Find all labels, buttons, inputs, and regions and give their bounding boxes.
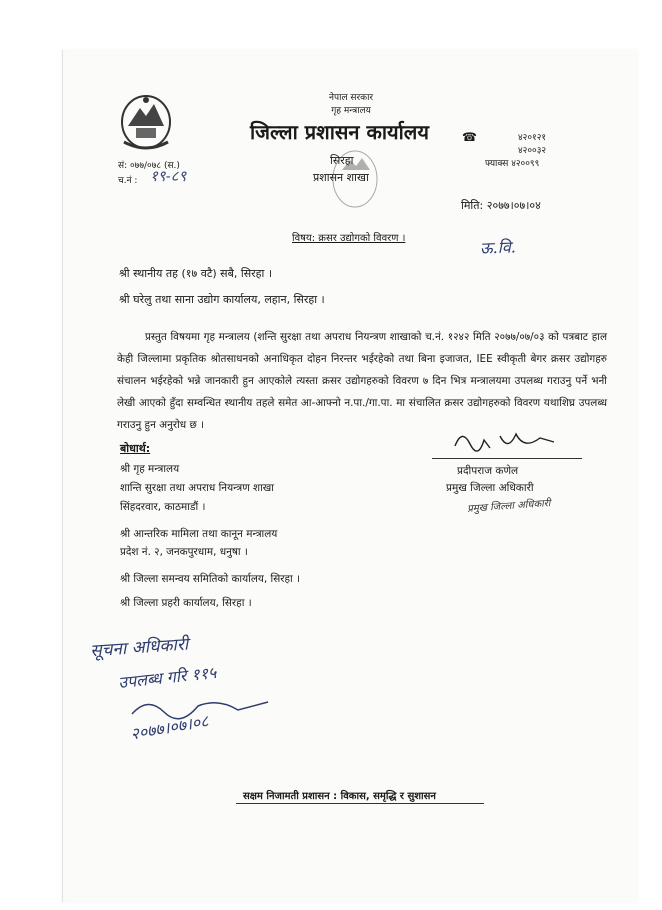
footer-motto: सक्षम निजामती प्रशासन : विकास, समृद्धि र सुशासन <box>243 791 436 802</box>
signature-line <box>432 458 582 459</box>
letter-date: मिति: २०७७।०७।०४ <box>461 199 541 212</box>
addressee-2: श्री घरेलु तथा साना उद्योग कार्यालय, लहान, सिरहा । <box>119 293 325 306</box>
branch-name: प्रशासन शाखा <box>313 171 369 184</box>
ministry-name: गृह मन्त्रालय <box>331 106 371 116</box>
office-seal-stamp <box>330 148 380 210</box>
info-line-4: श्री आन्तरिक मामिला तथा कानून मन्त्रालय <box>120 528 278 540</box>
patra-sankhya: सं: ०७७/०७८ (स.) <box>118 161 180 171</box>
signatory-title: प्रमुख जिल्ला अधिकारी <box>446 482 534 494</box>
info-line-3: सिंहदरवार, काठमाडौं । <box>120 501 206 513</box>
chalani-label: च.नं : <box>118 176 138 186</box>
handwritten-note-2: उपलब्ध गरि ११५ <box>117 662 218 693</box>
nepal-government-emblem <box>118 92 174 154</box>
info-line-6: श्री जिल्ला समन्वय समितिको कार्यालय, सिरहा । <box>120 573 300 585</box>
government-name: नेपाल सरकार <box>329 93 374 103</box>
info-line-5: प्रदेश नं. २, जनकपुरधाम, धनुषा । <box>120 546 248 558</box>
signatory-name: प्रदीपराज कणेल <box>457 465 519 477</box>
district-name: सिरहा <box>330 154 354 167</box>
handwritten-note-1: सूचना अधिकारी <box>89 634 189 662</box>
handwritten-date: २०७७।०७।०८ <box>129 711 210 744</box>
addressee-1: श्री स्थानीय तह (१७ वटै) सबै, सिरहा । <box>119 267 273 280</box>
footer-line <box>236 803 484 804</box>
phone-icon: ☎ <box>462 130 477 144</box>
chalani-number: १९-८९ <box>150 167 187 185</box>
office-title: जिल्ला प्रशासन कार्यालय <box>250 120 429 144</box>
fax-number: फ्याक्स ४२००९९ <box>485 159 540 169</box>
phone-numbers <box>485 132 546 171</box>
phone-2: ४२००३२ <box>518 146 547 156</box>
designation-stamp: प्रमुख जिल्ला अधिकारी <box>466 498 551 515</box>
government-heading <box>329 92 373 118</box>
info-line-2: शान्ति सुरक्षा तथा अपराध नियन्त्रण शाखा <box>120 482 274 494</box>
info-line-7: श्री जिल्ला प्रहरी कार्यालय, सिरहा । <box>120 597 252 609</box>
info-line-1: श्री गृह मन्त्रालय <box>120 463 180 475</box>
phone-1: ४२०१२१ <box>518 133 547 143</box>
letter-body: प्रस्तुत विषयमा गृह मन्त्रालय (शन्ति सुरक्षा तथा अपराध नियन्त्रण शाखाको च.नं. १२४२ मिति २०७७/०७/०३ को पत्रबाट हाल केही जिल्लामा प्रकृतिक श्रोतसाधनको अनाधिकृत दोहन निरन्तर भईरहेको तथा बिना इजाजत, IEE स्वीकृती बेगर क्रसर उद्योगहरु संचालन भईरहेको भन्ने जानकारी हुन आएकोले त्यस्ता क्रसर उद्योगहरुको विवरण ७ दिन भित्र मन्त्रालयमा उपलब्ध गराउनु पर्ने भनी लेखी आएको हुँदा सम्वन्धित स्थानीय तहले समेत आ-आफ्नो न.पा./गा.पा. मा संचालित क्रसर उद्योगहरुको विवरण यथाशिघ्र उपलब्ध गराउनु हुन अनुरोध छ । <box>117 331 607 431</box>
signature-scribble <box>450 426 560 456</box>
info-heading: बोधार्थ: <box>120 442 151 455</box>
letter-subject: विषय: क्रसर उद्योगको विवरण । <box>292 233 406 244</box>
handwritten-corner-note: ऊ.वि. <box>479 237 517 258</box>
